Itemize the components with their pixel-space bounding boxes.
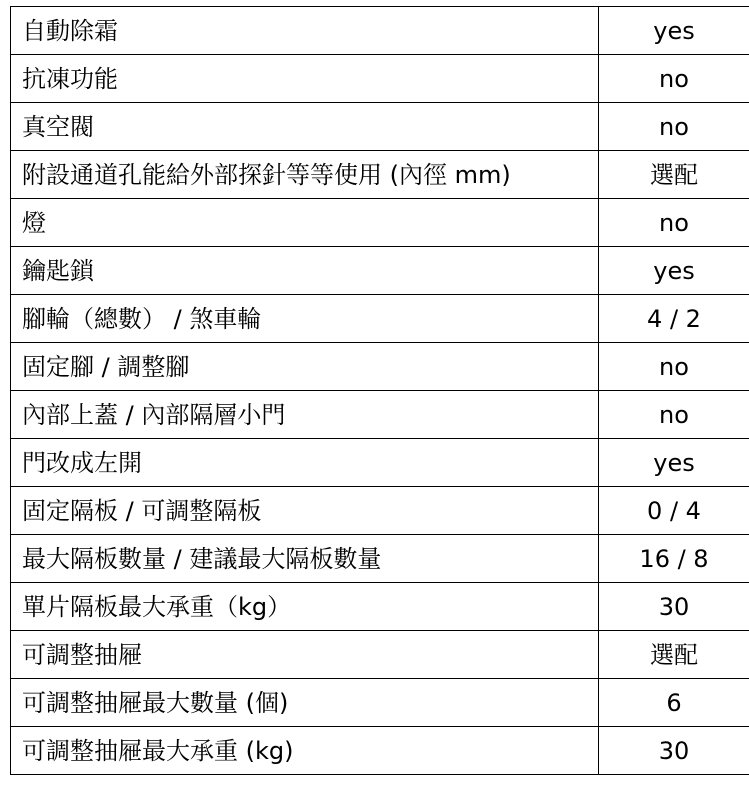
table-row	[11, 199, 749, 247]
row-label: 鑰匙鎖	[11, 247, 599, 295]
table-row	[11, 583, 749, 631]
spec-table	[10, 6, 749, 775]
table-row	[11, 391, 749, 439]
row-value: no	[599, 391, 749, 439]
row-value: 選配	[599, 151, 749, 199]
row-value: yes	[599, 7, 749, 55]
row-value: 30	[599, 583, 749, 631]
row-label: 可調整抽屜	[11, 631, 599, 679]
row-label: 內部上蓋 / 內部隔層小門	[11, 391, 599, 439]
table-row	[11, 55, 749, 103]
row-label: 燈	[11, 199, 599, 247]
row-value: no	[599, 55, 749, 103]
table-row	[11, 103, 749, 151]
row-value: no	[599, 343, 749, 391]
table-row	[11, 535, 749, 583]
row-value: 6	[599, 679, 749, 727]
row-label: 自動除霜	[11, 7, 599, 55]
row-label: 可調整抽屜最大數量 (個)	[11, 679, 599, 727]
table-row	[11, 247, 749, 295]
row-label: 腳輪（總數） / 煞車輪	[11, 295, 599, 343]
row-label: 真空閥	[11, 103, 599, 151]
row-label: 抗凍功能	[11, 55, 599, 103]
table-row	[11, 487, 749, 535]
row-label: 固定腳 / 調整腳	[11, 343, 599, 391]
row-value: 0 / 4	[599, 487, 749, 535]
table-row	[11, 727, 749, 775]
row-label: 固定隔板 / 可調整隔板	[11, 487, 599, 535]
row-value: yes	[599, 247, 749, 295]
row-label: 附設通道孔能給外部探針等等使用 (內徑 mm)	[11, 151, 599, 199]
row-value: 選配	[599, 631, 749, 679]
table-row	[11, 295, 749, 343]
row-label: 最大隔板數量 / 建議最大隔板數量	[11, 535, 599, 583]
row-value: yes	[599, 439, 749, 487]
row-value: 30	[599, 727, 749, 775]
table-row	[11, 679, 749, 727]
row-label: 單片隔板最大承重（kg）	[11, 583, 599, 631]
row-value: no	[599, 103, 749, 151]
table-row	[11, 151, 749, 199]
table-row	[11, 439, 749, 487]
row-value: no	[599, 199, 749, 247]
row-value: 16 / 8	[599, 535, 749, 583]
row-label: 門改成左開	[11, 439, 599, 487]
table-row	[11, 631, 749, 679]
row-label: 可調整抽屜最大承重 (kg)	[11, 727, 599, 775]
table-row	[11, 7, 749, 55]
row-value: 4 / 2	[599, 295, 749, 343]
spec-table-body	[11, 7, 749, 775]
table-row	[11, 343, 749, 391]
